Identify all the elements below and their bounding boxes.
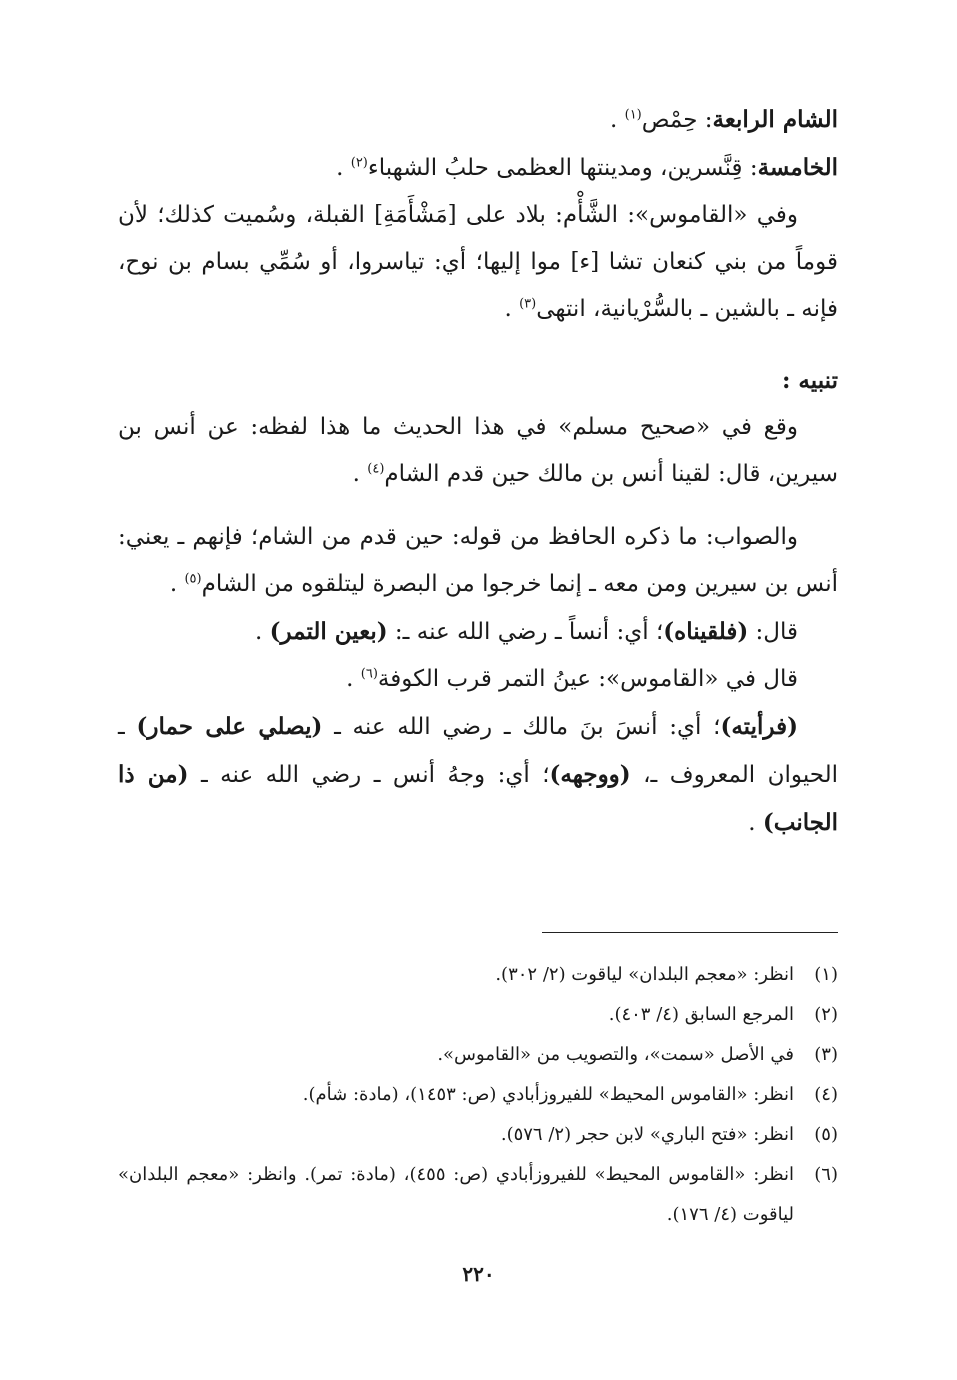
footnote-2 <box>118 995 838 1035</box>
paragraph-text: : قِنَّسرين، ومدينتها العظمى حلبُ الشهباء <box>367 155 758 181</box>
quoted-term: (من ذا الجانب) <box>118 761 838 836</box>
footnote-text: المرجع السابق (٤/ ٤٠٣). <box>608 1004 794 1025</box>
footnote-4 <box>118 1075 838 1115</box>
footnote-number: (٥) <box>814 1124 838 1145</box>
main-text <box>118 96 838 847</box>
quoted-term: (ووجهه) <box>549 761 631 788</box>
footnote-text: انظر: «القاموس المحيط» للفيروزأبادي (ص: ١٤٥٣)، (مادة: شأم). <box>302 1084 794 1105</box>
lead-term: الخامسة <box>757 154 838 181</box>
footnote-separator <box>542 932 838 933</box>
paragraph-text: والصواب: ما ذكره الحافظ من قوله: حين قدم من الشام؛ فإنهم ـ يعني: أنس بن سيرين ومن معه ـ إنما خرجوا من البصرة ليتلقوه من الشام <box>118 524 838 597</box>
footnote-text: انظر: «فتح الباري» لابن حجر (٢/ ٥٧٦). <box>500 1124 794 1145</box>
footnote-ref[interactable]: (٢) <box>350 155 368 171</box>
footnote-number: (١) <box>814 964 838 985</box>
footnote-ref[interactable]: (٤) <box>367 461 385 477</box>
footnote-text: انظر: «القاموس المحيط» للفيروزأبادي (ص: ٤٥٥)، (مادة: تمر). وانظر: «معجم البلدان» لياقوت (٤/ ١٧٦). <box>118 1164 794 1225</box>
lead-term: الشام الرابعة <box>712 106 838 133</box>
quoted-term: (بعين التمر) <box>269 618 388 645</box>
paragraph-text: قال في «القاموس»: عينُ التمر قرب الكوفة <box>377 666 798 692</box>
footnote-number: (٣) <box>814 1044 838 1065</box>
footnote-ref[interactable]: (٣) <box>519 296 537 312</box>
paragraph-6: قال: (فلقيناه)؛ أي: أنساً ـ رضي الله عنه ـ: (بعين التمر) . <box>254 618 798 645</box>
footnote-text: في الأصل «سمت»، والتصويب من «القاموس». <box>437 1044 794 1065</box>
footnote-ref[interactable]: (٦) <box>360 666 378 682</box>
page-number: ٢٢٠ <box>462 1262 495 1286</box>
footnote-number: (٦) <box>814 1164 838 1185</box>
footnote-3 <box>118 1035 838 1075</box>
paragraph-text: وقع في «صحيح مسلم» في هذا الحديث ما هذا لفظه: عن أنس بن سيرين، قال: لقينا أنس بن مالك حين قدم الشام <box>118 414 838 487</box>
paragraph-text: : حِمْص <box>641 107 713 133</box>
footnote-5 <box>118 1115 838 1155</box>
paragraph-8: (فرأيته)؛ أي: أنسَ بنَ مالك ـ رضي الله عنه ـ (يصلي على حمار) ـ الحيوان المعروف ـ، (ووجهه)؛ أي: وجهُ أنس ـ رضي الله عنه ـ (من ذا الجانب) . <box>118 713 838 836</box>
quoted-term: (فرأيته) <box>720 713 798 740</box>
footnote-number: (٢) <box>814 1004 838 1025</box>
paragraph-7: قال في «القاموس»: عينُ التمر قرب الكوفة$^{(٦)}$ . <box>346 666 798 692</box>
paragraph-2: الخامسة: قِنَّسرين، ومدينتها العظمى حلبُ الشهباء$^{(٢)}$ . <box>336 154 838 181</box>
footnotes <box>118 955 838 1235</box>
tanbih-heading: تنبيه : <box>781 367 838 394</box>
footnote-1 <box>118 955 838 995</box>
paragraph-4: وقع في «صحيح مسلم» في هذا الحديث ما هذا لفظه: عن أنس بن سيرين، قال: لقينا أنس بن مالك حين قدم الشام$^{(٤)}$ . <box>118 414 838 487</box>
footnote-text: انظر: «معجم البلدان» لياقوت (٢/ ٣٠٢). <box>495 964 794 985</box>
paragraph-text: وفي «القاموس»: الشَّأْم: بلاد على [مَشْأَمَةِ] القبلة، وسُميت كذلك؛ لأن قوماً من بني كنعان تشا [ء] موا إليها؛ أي: تياسروا، أو سُمِّي بسام بن نوح، فإنه ـ بالشين ـ بالسُّرْيانية، انتهى <box>118 202 838 322</box>
paragraph-1: الشام الرابعة: حِمْص$^{(١)}$ . <box>609 106 838 133</box>
footnote-6 <box>118 1155 838 1235</box>
paragraph-5: والصواب: ما ذكره الحافظ من قوله: حين قدم من الشام؛ فإنهم ـ يعني: أنس بن سيرين ومن معه ـ إنما خرجوا من البصرة ليتلقوه من الشام$^{(٥)}$ . <box>118 524 838 597</box>
quoted-term: (فلقيناه) <box>663 618 749 645</box>
quoted-term: (يصلي على حمار) <box>136 713 323 740</box>
footnote-ref[interactable]: (٥) <box>184 571 202 587</box>
paragraph-3: وفي «القاموس»: الشَّأْم: بلاد على [مَشْأَمَةِ] القبلة، وسُميت كذلك؛ لأن قوماً من بني كنعان تشا [ء] موا إليها؛ أي: تياسروا، أو سُمِّي بسام بن نوح، فإنه ـ بالشين ـ بالسُّرْيانية، انتهى$^{(٣)}$ . <box>118 202 838 322</box>
footnote-ref[interactable]: (١) <box>624 107 642 123</box>
footnote-number: (٤) <box>814 1084 838 1105</box>
